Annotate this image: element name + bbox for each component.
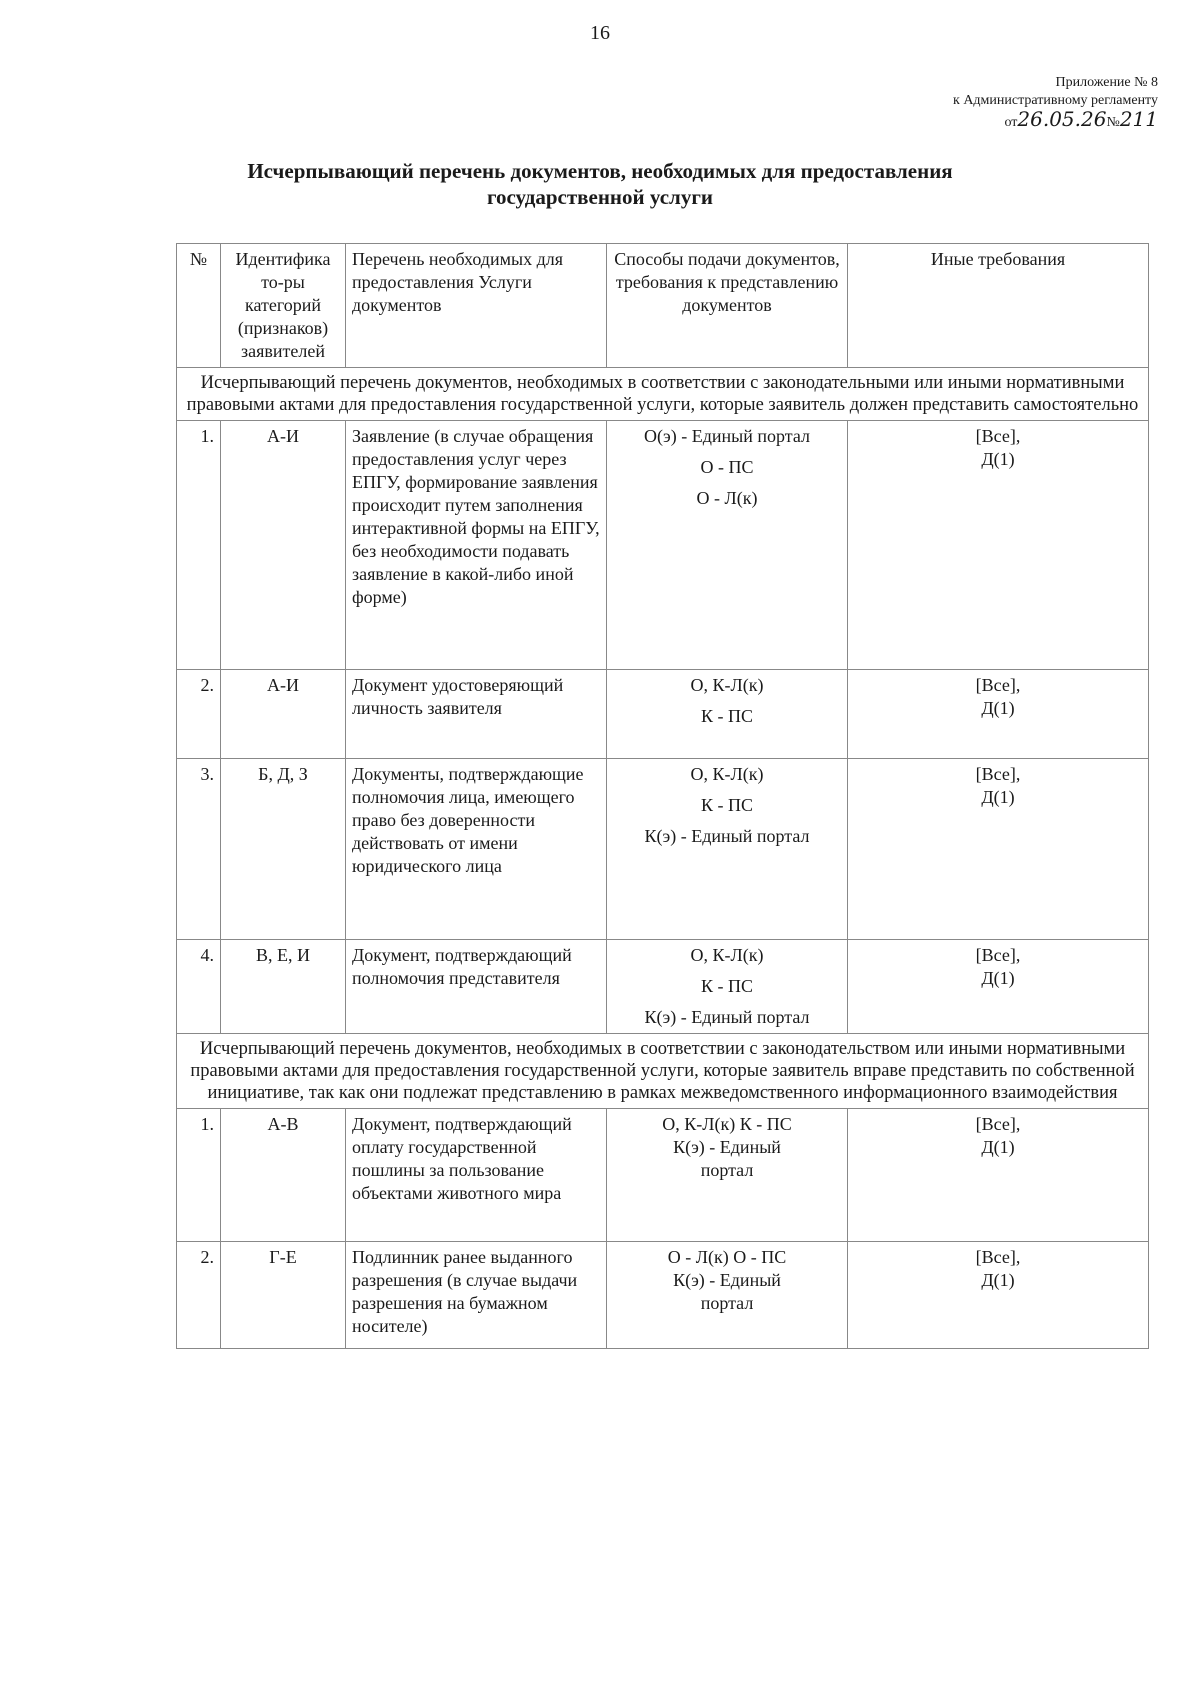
row-num: 2. <box>177 1242 221 1349</box>
method-line: О, К-Л(к) <box>690 764 764 784</box>
header-doc-list: Перечень необходимых для предоставления Услуги документов <box>346 244 607 368</box>
appendix-number-sign: № <box>1106 115 1120 130</box>
method-line: О - Л(к) <box>696 488 758 508</box>
row-other <box>848 421 1149 670</box>
other-line: [Все], <box>975 945 1021 965</box>
method-line: К - ПС <box>700 976 753 996</box>
table-row <box>177 421 1149 670</box>
header-ident: Идентифика то-ры категорий (признаков) заявителей <box>221 244 346 368</box>
other-line: Д(1) <box>981 1137 1015 1157</box>
method-line: К - ПС <box>700 706 753 726</box>
row-ident: А-И <box>221 421 346 670</box>
row-doc-name: Документ, подтверждающий полномочия представителя <box>346 940 607 1034</box>
method-line: О, К-Л(к) К - ПС К(э) - Единый портал <box>662 1114 792 1180</box>
row-doc-name: Документ, подтверждающий оплату государственной пошлины за пользование объектами животного мира <box>346 1109 607 1242</box>
document-title: Исчерпывающий перечень документов, необходимых для предоставления государственной услуги <box>247 159 953 209</box>
method-line: О - ПС <box>700 457 754 477</box>
section-heading-1: Исчерпывающий перечень документов, необходимых в соответствии с законодательными или иными нормативными правовыми актами для предоставления государственной услуги, которые заявитель должен представить самостоятельно <box>177 368 1149 421</box>
row-methods <box>607 421 848 670</box>
appendix-line-1: Приложение № 8 <box>1055 75 1158 90</box>
row-num: 3. <box>177 759 221 940</box>
row-doc-name: Документы, подтверждающие полномочия лица, имеющего право без доверенности действовать от имени юридического лица <box>346 759 607 940</box>
table-row <box>177 1109 1149 1242</box>
other-line: [Все], <box>975 764 1021 784</box>
other-line: [Все], <box>975 426 1021 446</box>
table-header-row <box>177 244 1149 368</box>
row-other <box>848 670 1149 759</box>
row-doc-name: Подлинник ранее выданного разрешения (в случае выдачи разрешения на бумажном носителе) <box>346 1242 607 1349</box>
row-ident: Г-Е <box>221 1242 346 1349</box>
header-num: № <box>177 244 221 368</box>
documents-table <box>176 243 1149 1349</box>
section-row <box>177 1034 1149 1109</box>
appendix-block <box>838 74 1158 132</box>
method-line: О(э) - Единый портал <box>644 426 810 446</box>
appendix-from: от <box>1004 115 1018 130</box>
method-line: К - ПС <box>700 795 753 815</box>
row-other <box>848 759 1149 940</box>
method-line: О - Л(к) О - ПС К(э) - Единый портал <box>667 1247 787 1313</box>
row-methods <box>607 670 848 759</box>
table-row <box>177 940 1149 1034</box>
other-line: Д(1) <box>981 787 1015 807</box>
row-ident: Б, Д, З <box>221 759 346 940</box>
appendix-line-3 <box>838 107 1158 132</box>
section-row <box>177 368 1149 421</box>
table-row <box>177 759 1149 940</box>
row-num: 1. <box>177 421 221 670</box>
handwritten-number: 211 <box>1119 107 1158 131</box>
appendix-line-2: к Административному регламенту <box>953 93 1158 108</box>
method-line: К(э) - Единый портал <box>644 1007 810 1027</box>
row-doc-name: Заявление (в случае обращения предоставления услуг через ЕПГУ, формирование заявления происходит путем заполнения интерактивной формы на ЕПГУ, без необходимости подавать заявление в какой-либо иной форме) <box>346 421 607 670</box>
method-line: О, К-Л(к) <box>690 945 764 965</box>
other-line: [Все], <box>975 675 1021 695</box>
row-methods <box>607 759 848 940</box>
row-ident: А-И <box>221 670 346 759</box>
row-other <box>848 1109 1149 1242</box>
table-row <box>177 670 1149 759</box>
method-line: К(э) - Единый портал <box>644 826 810 846</box>
other-line: Д(1) <box>981 968 1015 988</box>
other-line: [Все], <box>975 1247 1021 1267</box>
row-other <box>848 940 1149 1034</box>
method-line: О, К-Л(к) <box>690 675 764 695</box>
row-other <box>848 1242 1149 1349</box>
section-heading-2: Исчерпывающий перечень документов, необходимых в соответствии с законодательством или иными нормативными правовыми актами для предоставления государственной услуги, которые заявитель вправе представить по собственной инициативе, так как они подлежат представлению в рамках межведомственного информационного взаимодействия <box>177 1034 1149 1109</box>
page-number: 16 <box>590 22 610 44</box>
row-methods <box>607 1109 848 1242</box>
header-other: Иные требования <box>848 244 1149 368</box>
row-num: 4. <box>177 940 221 1034</box>
row-doc-name: Документ удостоверяющий личность заявителя <box>346 670 607 759</box>
header-methods: Способы подачи документов, требования к представлению документов <box>607 244 848 368</box>
other-line: [Все], <box>975 1114 1021 1134</box>
handwritten-date: 26.05.26 <box>1017 107 1107 131</box>
row-num: 1. <box>177 1109 221 1242</box>
table-row <box>177 1242 1149 1349</box>
row-methods <box>607 1242 848 1349</box>
row-methods <box>607 940 848 1034</box>
other-line: Д(1) <box>981 449 1015 469</box>
other-line: Д(1) <box>981 698 1015 718</box>
other-line: Д(1) <box>981 1270 1015 1290</box>
row-ident: А-В <box>221 1109 346 1242</box>
row-num: 2. <box>177 670 221 759</box>
row-ident: В, Е, И <box>221 940 346 1034</box>
